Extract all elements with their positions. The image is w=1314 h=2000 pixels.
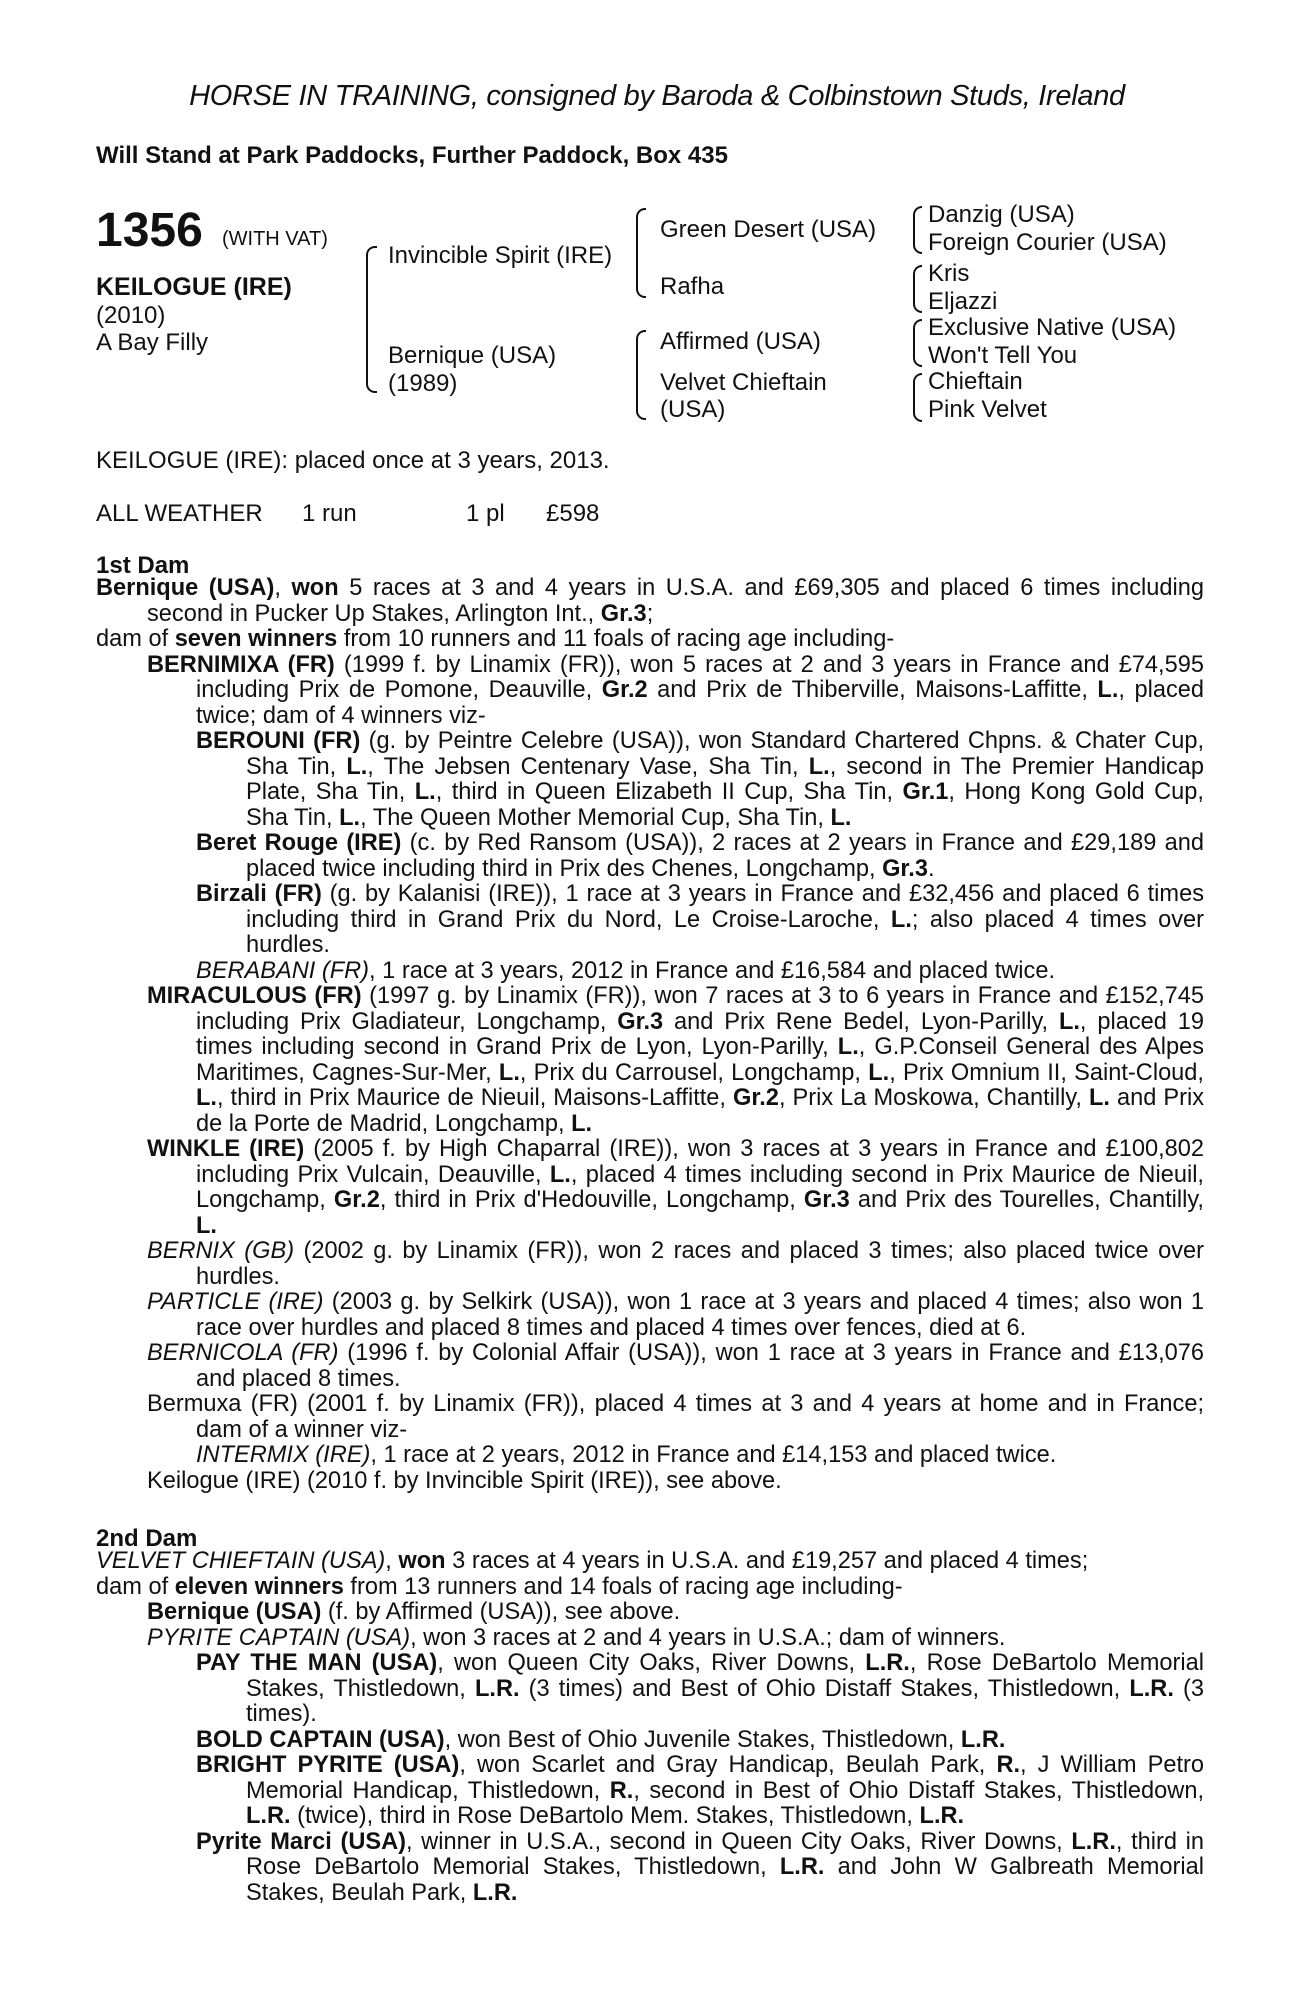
- text-run: , G.P.Conseil General des Alpes Maritimes, Cagnes-Sur-Mer,: [196, 1034, 1204, 1086]
- page-title: HORSE IN TRAINING, consigned by Baroda & Colbinstown Studs, Ireland: [189, 80, 1125, 112]
- bold-text: L.: [414, 779, 436, 805]
- bold-text: Gr.3: [882, 855, 928, 882]
- bold-text: Bernique (USA): [96, 575, 275, 601]
- all-weather-label: ALL WEATHER: [96, 500, 263, 527]
- bold-text: won: [291, 575, 339, 601]
- text-run: , second in Best of Ohio Distaff Stakes, Thistledown,: [633, 1777, 1204, 1804]
- progeny-entry: [96, 653, 1204, 730]
- bold-text: Gr.3: [803, 1187, 850, 1213]
- ggp-4: Eljazzi: [928, 288, 998, 315]
- text-run: (3 times) and Best of Ohio Distaff Stakes, Thistledown,: [519, 1675, 1130, 1702]
- progeny-entry: [96, 1626, 1204, 1652]
- second-dam-progeny-list: [96, 1600, 1204, 1906]
- bold-text: R.: [996, 1752, 1021, 1778]
- bold-text: L.R.: [865, 1650, 910, 1676]
- text-run: and Prix de la Porte de Madrid, Longchamp,: [196, 1085, 1205, 1137]
- bold-text: L.R.: [1129, 1675, 1174, 1702]
- italic-text: PYRITE CAPTAIN (USA): [147, 1624, 411, 1651]
- bold-text: L.: [339, 804, 361, 831]
- text-run: , 1 race at 2 years, 2012 in France and £14,153 and placed twice.: [370, 1442, 1057, 1468]
- bold-text: R.: [609, 1777, 634, 1804]
- text-run: , won Scarlet and Gray Handicap, Beulah Park,: [459, 1752, 997, 1778]
- dam-dam: Velvet Chieftain: [660, 369, 827, 396]
- italic-text: BERNIX (GB): [147, 1238, 295, 1264]
- ggp-3: Kris: [928, 260, 970, 287]
- progeny-entry: [96, 959, 1204, 985]
- second-dam-heading: 2nd Dam: [96, 1525, 198, 1552]
- sire-dam: Rafha: [660, 273, 725, 300]
- text-run: (g. by Peintre Celebre (USA)), won Standard Chartered Chpns. & Chater Cup, Sha Tin,: [246, 728, 1204, 780]
- bold-text: L.: [346, 753, 368, 780]
- italic-text: INTERMIX (IRE): [196, 1442, 371, 1468]
- progeny-entry: [96, 1239, 1204, 1290]
- bold-text: L.R.: [246, 1803, 291, 1829]
- bold-text: L.R.: [474, 1675, 520, 1702]
- pedigree-bracket: [913, 373, 922, 422]
- text-run: , placed 19 times including second in Grand Prix de Lyon, Lyon-Parilly,: [196, 1008, 1204, 1060]
- progeny-entry: [96, 831, 1204, 882]
- bold-text: BRIGHT PYRITE (USA): [196, 1752, 460, 1778]
- progeny-entry: [96, 729, 1204, 831]
- text-run: (twice), third in Rose DeBartolo Mem. Stakes, Thistledown,: [290, 1803, 920, 1829]
- text-run: ;: [646, 600, 654, 627]
- bold-text: L.: [808, 753, 830, 780]
- bold-text: L.: [1097, 677, 1119, 703]
- first-dam-produce-line: [96, 627, 1204, 653]
- bold-text: L.R.: [779, 1854, 825, 1880]
- bold-text: L.R.: [919, 1803, 965, 1829]
- second-dam-intro: [96, 1549, 1204, 1575]
- stand-location: Will Stand at Park Paddocks, Further Paddock, Box 435: [96, 142, 728, 169]
- progeny-entry: [96, 1651, 1204, 1728]
- text-run: , third in Rose DeBartolo Memorial Stakes, Thistledown,: [246, 1828, 1204, 1880]
- bold-text: Bernique (USA): [147, 1599, 322, 1625]
- ggp-6: Won't Tell You: [928, 342, 1078, 369]
- text-run: , winner in U.S.A., second in Queen City Oaks, River Downs,: [406, 1828, 1072, 1855]
- bold-text: L.: [571, 1110, 593, 1137]
- progeny-entry: [96, 1443, 1204, 1469]
- first-dam-intro: [96, 576, 1204, 627]
- bold-text: won: [398, 1548, 446, 1574]
- dam: Bernique (USA): [388, 342, 557, 369]
- progeny-entry: [96, 1137, 1204, 1239]
- text-run: (1999 f. by Linamix (FR)), won 5 races at 2 and 3 years in France and £74,595 including Prix de Pomone, Deauville,: [196, 651, 1204, 703]
- text-run: , Prix Omnium II, Saint-Cloud,: [889, 1059, 1204, 1086]
- text-run: from 13 runners and 14 foals of racing age including-: [343, 1573, 903, 1600]
- text-run: and Prix des Tourelles, Chantilly,: [849, 1187, 1204, 1213]
- vat-note: (WITH VAT): [222, 228, 328, 250]
- text-run: (3 times).: [246, 1675, 1204, 1727]
- first-dam-heading: 1st Dam: [96, 552, 190, 579]
- bold-text: BERNIMIXA (FR): [147, 651, 335, 678]
- bold-text: Pyrite Marci (USA): [196, 1828, 406, 1855]
- text-run: , Prix La Moskowa, Chantilly,: [778, 1085, 1089, 1111]
- bold-text: Gr.3: [600, 600, 647, 627]
- horse-description: A Bay Filly: [96, 329, 209, 356]
- ggp-2: Foreign Courier (USA): [928, 229, 1167, 256]
- all-weather-runs: 1 run: [302, 500, 357, 527]
- text-run: .: [928, 855, 935, 882]
- progeny-entry: [96, 1341, 1204, 1392]
- text-run: (c. by Red Ransom (USA)), 2 races at 2 years in France and £29,189 and placed twice including third in Prix des Chenes, Longchamp,: [246, 830, 1204, 882]
- italic-text: BERABANI (FR): [196, 957, 370, 984]
- bold-text: L.: [837, 1034, 859, 1060]
- bold-text: L.R.: [960, 1726, 1006, 1753]
- text-run: , third in Queen Elizabeth II Cup, Sha Tin,: [435, 779, 903, 805]
- text-run: and Prix de Thiberville, Maisons-Laffitte,: [647, 677, 1098, 703]
- bold-text: seven winners: [174, 626, 338, 652]
- bold-text: Gr.1: [902, 779, 949, 805]
- ggp-8: Pink Velvet: [928, 396, 1047, 423]
- pedigree-bracket: [913, 319, 922, 367]
- bold-text: L.: [196, 1085, 217, 1111]
- bold-text: L.: [868, 1059, 890, 1086]
- pedigree-bracket: [366, 246, 377, 393]
- sire-sire: Green Desert (USA): [660, 216, 877, 243]
- second-dam-section: [96, 1549, 1204, 1906]
- bold-text: Gr.2: [601, 677, 648, 703]
- text-run: (2005 f. by High Chaparral (IRE)), won 3 races at 3 years in France and £100,802 including Prix Vulcain, Deauville,: [196, 1136, 1204, 1188]
- progeny-entry: [96, 984, 1204, 1137]
- bold-text: eleven winners: [174, 1573, 344, 1600]
- bold-text: L.: [549, 1161, 571, 1188]
- text-run: (g. by Kalanisi (IRE)), 1 race at 3 years in France and £32,456 and placed 6 times including third in Grand Prix du Nord, Le Croise-Laroche,: [246, 881, 1204, 933]
- ggp-5: Exclusive Native (USA): [928, 314, 1177, 341]
- text-run: (f. by Affirmed (USA)), see above.: [321, 1599, 681, 1625]
- bold-text: Beret Rouge (IRE): [196, 830, 402, 856]
- bold-text: L.: [890, 906, 912, 933]
- pedigree-bracket: [636, 208, 646, 298]
- progeny-entry: [96, 1753, 1204, 1830]
- italic-text: VELVET CHIEFTAIN (USA): [96, 1548, 386, 1574]
- text-run: (1996 f. by Colonial Affair (USA)), won 1 race at 3 years in France and £13,076 and placed 8 times.: [196, 1340, 1204, 1392]
- text-run: and John W Galbreath Memorial Stakes, Beulah Park,: [246, 1854, 1204, 1906]
- text-run: , The Jebsen Centenary Vase, Sha Tin,: [367, 753, 809, 780]
- ggp-1: Danzig (USA): [928, 201, 1075, 228]
- text-run: ,: [385, 1548, 399, 1574]
- text-run: dam of: [96, 626, 175, 652]
- text-run: , second in The Premier Handicap Plate, Sha Tin,: [246, 753, 1205, 805]
- text-run: from 10 runners and 11 foals of racing age including-: [337, 626, 895, 652]
- bold-text: WINKLE (IRE): [147, 1136, 305, 1162]
- first-dam-section: [96, 576, 1204, 1494]
- pedigree-bracket: [913, 265, 922, 313]
- sire: Invincible Spirit (IRE): [388, 242, 613, 269]
- bold-text: Birzali (FR): [196, 881, 322, 907]
- text-run: , third in Prix Maurice de Nieuil, Maisons-Laffitte,: [216, 1085, 734, 1111]
- text-run: Bermuxa (FR) (2001 f. by Linamix (FR)), placed 4 times at 3 and 4 years at home and in France; dam of a winner viz-: [147, 1391, 1204, 1443]
- all-weather-earnings: £598: [546, 500, 600, 527]
- text-run: ,: [274, 575, 292, 601]
- first-dam-progeny-list: [96, 653, 1204, 1495]
- dam-sire: Affirmed (USA): [660, 328, 821, 355]
- bold-text: L.: [196, 1212, 217, 1239]
- bold-text: Gr.2: [733, 1085, 779, 1111]
- progeny-entry: [96, 1469, 1204, 1495]
- text-run: , won Queen City Oaks, River Downs,: [437, 1650, 866, 1676]
- bold-text: L.: [498, 1059, 520, 1086]
- text-run: , J William Petro Memorial Handicap, Thistledown,: [246, 1752, 1204, 1804]
- text-run: , Prix du Carrousel, Longchamp,: [519, 1059, 869, 1086]
- italic-text: PARTICLE (IRE): [147, 1289, 324, 1315]
- pedigree-bracket: [636, 330, 646, 420]
- progeny-entry: [96, 1728, 1204, 1754]
- text-run: and Prix Rene Bedel, Lyon-Parilly,: [663, 1008, 1059, 1035]
- progeny-entry: [96, 882, 1204, 959]
- text-run: 5 races at 3 and 4 years in U.S.A. and £69,305 and placed 6 times including second in Pucker Up Stakes, Arlington Int.,: [147, 575, 1204, 627]
- progeny-entry: [96, 1600, 1204, 1626]
- race-summary: KEILOGUE (IRE): placed once at 3 years, 2013.: [96, 447, 610, 474]
- text-run: , Rose DeBartolo Memorial Stakes, Thistledown,: [246, 1650, 1205, 1702]
- text-run: , placed 4 times including second in Prix Maurice de Nieuil, Longchamp,: [196, 1161, 1204, 1213]
- text-run: dam of: [96, 1573, 175, 1600]
- dam-dam-country: (USA): [660, 396, 726, 423]
- pedigree-bracket: [913, 206, 922, 254]
- progeny-entry: [96, 1392, 1204, 1443]
- text-run: , third in Prix d'Hedouville, Longchamp,: [379, 1187, 804, 1213]
- text-run: (1997 g. by Linamix (FR)), won 7 races at 3 to 6 years in France and £152,745 including Prix Gladiateur, Longchamp,: [196, 983, 1204, 1035]
- bold-text: L.R.: [1071, 1828, 1116, 1855]
- text-run: ; also placed 4 times over hurdles.: [246, 906, 1204, 958]
- bold-text: L.: [1058, 1008, 1080, 1035]
- second-dam-produce-line: [96, 1575, 1204, 1601]
- text-run: (2002 g. by Linamix (FR)), won 2 races and placed 3 times; also placed twice over hurdles.: [196, 1238, 1204, 1290]
- bold-text: Gr.3: [617, 1008, 664, 1035]
- bold-text: L.R.: [472, 1879, 518, 1906]
- text-run: , placed twice; dam of 4 winners viz-: [196, 677, 1204, 729]
- lot-number: 1356: [96, 204, 203, 257]
- text-run: , Hong Kong Gold Cup, Sha Tin,: [246, 779, 1204, 831]
- text-run: Keilogue (IRE) (2010 f. by Invincible Spirit (IRE)), see above.: [147, 1467, 782, 1494]
- bold-text: MIRACULOUS (FR): [147, 983, 362, 1009]
- bold-text: Gr.2: [333, 1187, 380, 1213]
- bold-text: L.: [1088, 1085, 1110, 1111]
- ggp-7: Chieftain: [928, 368, 1023, 395]
- bold-text: L.: [830, 804, 852, 831]
- bold-text: BEROUNI (FR): [196, 728, 361, 754]
- text-run: 3 races at 4 years in U.S.A. and £19,257 and placed 4 times;: [445, 1548, 1089, 1574]
- dam-year: (1989): [388, 370, 458, 397]
- text-run: , won Best of Ohio Juvenile Stakes, Thistledown,: [444, 1726, 961, 1753]
- text-run: (2003 g. by Selkirk (USA)), won 1 race at 3 years and placed 4 times; also won 1 race over hurdles and placed 8 times and placed 4 times over fences, died at 6.: [196, 1289, 1204, 1341]
- italic-text: BERNICOLA (FR): [147, 1340, 339, 1366]
- bold-text: BOLD CAPTAIN (USA): [196, 1726, 445, 1753]
- text-run: , won 3 races at 2 and 4 years in U.S.A.; dam of winners.: [410, 1624, 1006, 1651]
- all-weather-placed: 1 pl: [466, 500, 505, 527]
- horse-year: (2010): [96, 302, 166, 329]
- text-run: , The Queen Mother Memorial Cup, Sha Tin,: [360, 804, 831, 831]
- text-run: , 1 race at 3 years, 2012 in France and £16,584 and placed twice.: [369, 957, 1056, 984]
- progeny-entry: [96, 1830, 1204, 1907]
- progeny-entry: [96, 1290, 1204, 1341]
- horse-name: KEILOGUE (IRE): [96, 273, 292, 301]
- bold-text: PAY THE MAN (USA): [196, 1650, 438, 1676]
